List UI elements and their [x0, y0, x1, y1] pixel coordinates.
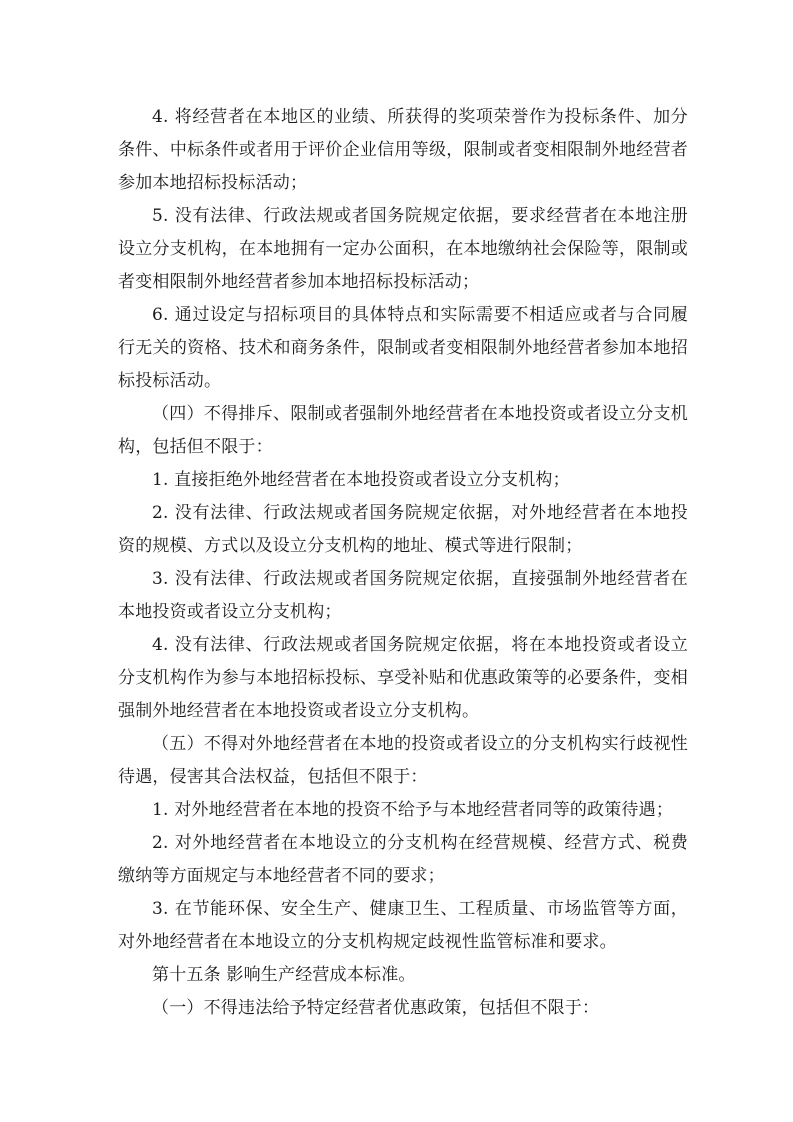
paragraph-section-5-heading: （五）不得对外地经营者在本地的投资或者设立的分支机构实行歧视性待遇，侵害其合法权益，包括但不限于： — [118, 734, 688, 787]
paragraph-item-1-refuse-investment: 1. 直接拒绝外地经营者在本地投资或者设立分支机构； — [152, 470, 570, 490]
article-15-heading: 第十五条 影响生产经营成本标准。 — [152, 965, 416, 985]
paragraph-section-4-heading: （四）不得排斥、限制或者强制外地经营者在本地投资或者设立分支机构，包括但不限于： — [118, 404, 688, 457]
paragraph-item-2-restrict-scale: 2. 没有法律、行政法规或者国务院规定依据，对外地经营者在本地投资的规模、方式以及设立分支机构的地址、模式等进行限制； — [118, 503, 688, 556]
paragraph-item-1-policy-treatment: 1. 对外地经营者在本地的投资不给予与本地经营者同等的政策待遇； — [152, 800, 674, 820]
paragraph-item-3-force-investment: 3. 没有法律、行政法规或者国务院规定依据，直接强制外地经营者在本地投资或者设立分支机构； — [118, 569, 688, 622]
paragraph-item-4-performance: 4. 将经营者在本地区的业绩、所获得的奖项荣誉作为投标条件、加分条件、中标条件或者用于评价企业信用等级，限制或者变相限制外地经营者参加本地招标投标活动； — [118, 107, 688, 193]
paragraph-item-5-branch-registration: 5. 没有法律、行政法规或者国务院规定依据，要求经营者在本地注册设立分支机构，在本地拥有一定办公面积，在本地缴纳社会保险等，限制或者变相限制外地经营者参加本地招标投标活动； — [118, 206, 688, 292]
paragraph-item-6-qualification: 6. 通过设定与招标项目的具体特点和实际需要不相适应或者与合同履行无关的资格、技术和商务条件，限制或者变相限制外地经营者参加本地招标投标活动。 — [118, 305, 688, 391]
paragraph-item-3-discriminatory-standards: 3. 在节能环保、安全生产、健康卫生、工程质量、市场监管等方面，对外地经营者在本地设立的分支机构规定歧视性监管标准和要求。 — [118, 899, 688, 952]
paragraph-section-1-preferential: （一）不得违法给予特定经营者优惠政策，包括但不限于： — [152, 998, 600, 1018]
paragraph-item-2-different-requirements: 2. 对外地经营者在本地设立的分支机构在经营规模、经营方式、税费缴纳等方面规定与本地经营者不同的要求； — [118, 833, 688, 886]
document-body — [118, 101, 688, 1025]
paragraph-item-4-condition-investment: 4. 没有法律、行政法规或者国务院规定依据，将在本地投资或者设立分支机构作为参与本地招标投标、享受补贴和优惠政策等的必要条件，变相强制外地经营者在本地投资或者设立分支机构。 — [118, 635, 688, 721]
